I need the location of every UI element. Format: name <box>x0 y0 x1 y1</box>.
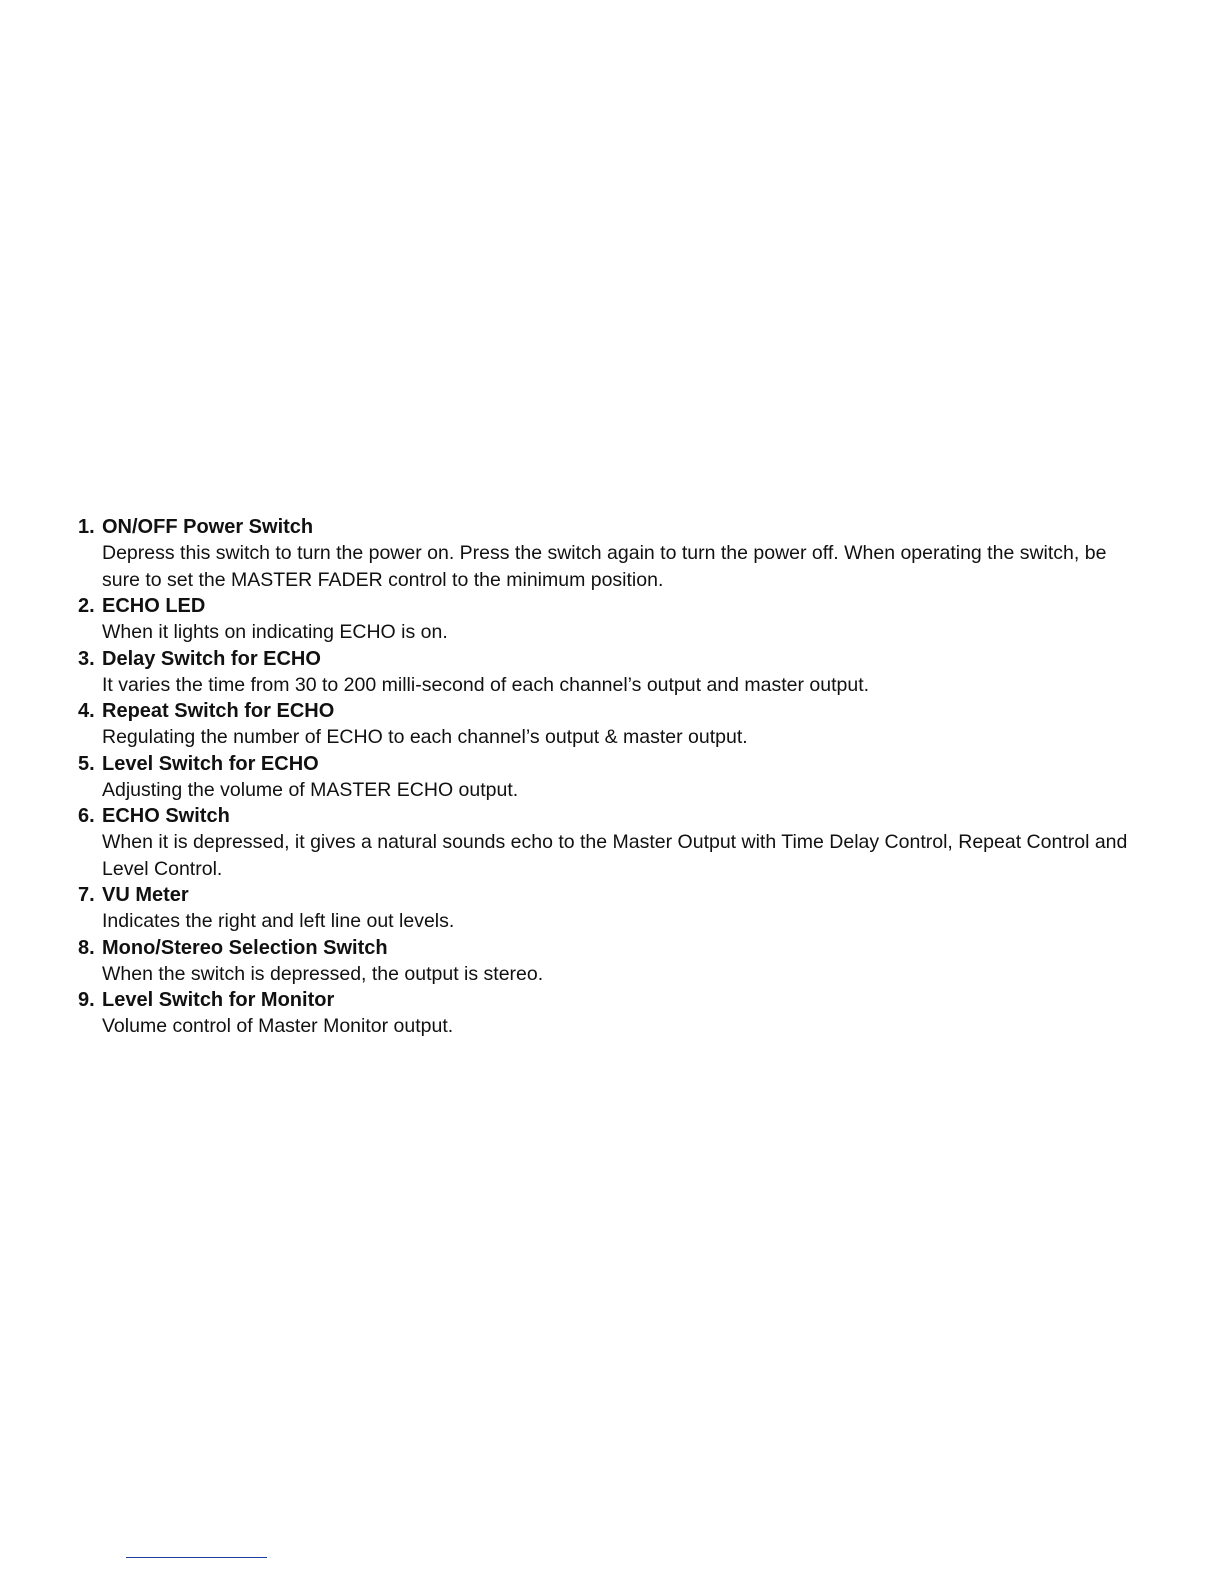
feature-list <box>78 514 1138 1040</box>
item-heading <box>78 882 1138 908</box>
item-title: ECHO LED <box>102 595 206 617</box>
item-heading <box>78 803 1138 829</box>
item-description: It varies the time from 30 to 200 milli-second of each channel’s output and master output. <box>102 673 870 696</box>
item-title: Level Switch for Monitor <box>102 989 335 1011</box>
item-title: Delay Switch for ECHO <box>102 647 321 670</box>
item-number: 9. <box>78 989 95 1011</box>
item-heading <box>78 987 1138 1013</box>
item-heading <box>78 593 1138 619</box>
item-description: Indicates the right and left line out levels. <box>102 910 455 932</box>
item-heading <box>78 514 1138 540</box>
item-heading <box>78 646 1138 672</box>
item-number: 2. <box>78 595 95 617</box>
item-number: 4. <box>78 700 95 722</box>
item-heading <box>78 751 1138 777</box>
list-item <box>78 803 1138 882</box>
item-number: 8. <box>78 936 95 959</box>
item-description: When it is depressed, it gives a natural sounds echo to the Master Output with Time Delay Control, Repeat Control and Level Control. <box>102 831 1128 880</box>
list-item <box>78 987 1138 1040</box>
item-title: ECHO Switch <box>102 805 230 827</box>
list-item <box>78 646 1138 699</box>
item-title: Repeat Switch for ECHO <box>102 700 335 722</box>
item-number: 1. <box>78 516 95 538</box>
item-description: When the switch is depressed, the output is stereo. <box>102 962 544 985</box>
item-description: Adjusting the volume of MASTER ECHO output. <box>102 778 519 801</box>
item-title: ON/OFF Power Switch <box>102 516 314 538</box>
item-title: Level Switch for ECHO <box>102 752 319 775</box>
item-heading <box>78 935 1138 961</box>
item-heading <box>78 698 1138 724</box>
list-item <box>78 698 1138 751</box>
item-title: VU Meter <box>102 884 189 906</box>
item-number: 5. <box>78 752 95 775</box>
item-number: 7. <box>78 884 95 906</box>
item-title: Mono/Stereo Selection Switch <box>102 936 388 959</box>
item-description: Regulating the number of ECHO to each channel’s output & master output. <box>102 726 748 748</box>
list-item <box>78 514 1138 593</box>
item-description: Depress this switch to turn the power on. Press the switch again to turn the power off. When operating the switch, be sure to set the MASTER FADER control to the minimum position. <box>102 542 1107 591</box>
item-description: When it lights on indicating ECHO is on. <box>102 621 448 643</box>
footnote-rule <box>126 1557 267 1558</box>
item-description: Volume control of Master Monitor output. <box>102 1015 454 1037</box>
list-item <box>78 935 1138 988</box>
list-item <box>78 593 1138 646</box>
list-item <box>78 751 1138 804</box>
item-number: 6. <box>78 805 95 827</box>
list-item <box>78 882 1138 935</box>
item-number: 3. <box>78 647 95 670</box>
